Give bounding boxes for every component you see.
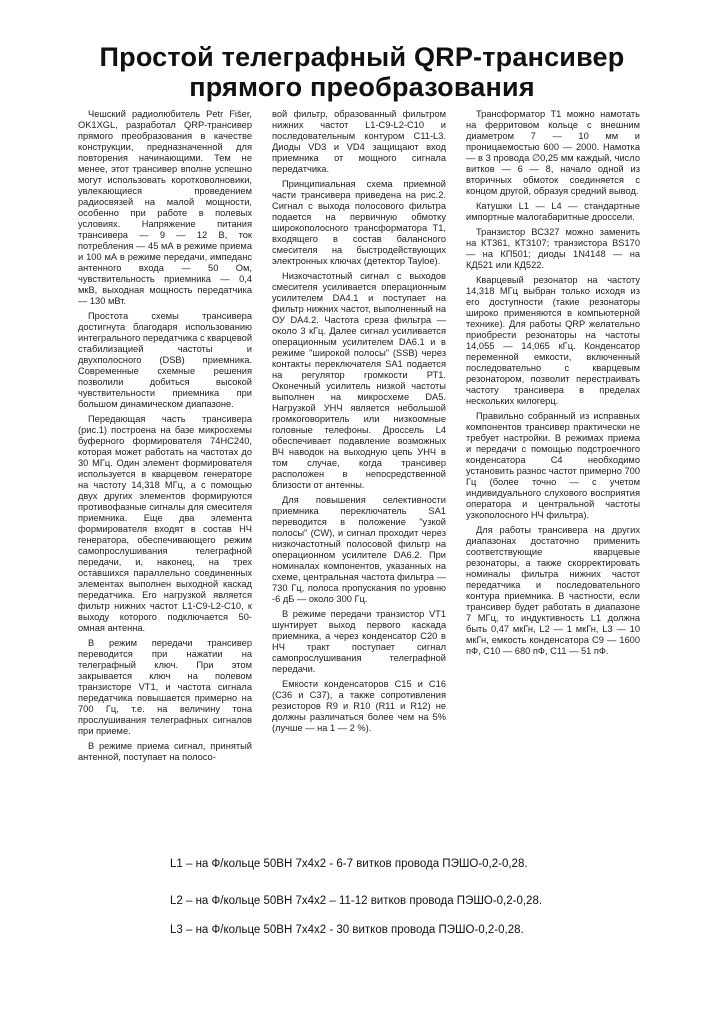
article-title	[50, 42, 674, 102]
paragraph: В режиме передачи транзистор VT1 шунтирует выход первого каскада приемника, а через конденсатор С20 в НЧ тракт поступает сигнал самопрослушивания телеграфной передачи.	[272, 609, 446, 674]
paragraph: Транзистор ВС327 можно заменить на КТ361, КТ3107; транзистора BS170 — на КП501; диоды 1N4148 — на КД521 или КД522.	[466, 227, 640, 270]
paragraph: Передающая часть трансивера (рис.1) построена на базе микросхемы буферного формирователя 74HC240, которая может работать на частотах до 30 МГц. Один элемент формирователя используется в кварцевом генераторе на частоту 14,318 МГц, а с помощью двух других элементов формируются противофазные сигналы для смесителя приемника. Еще два элемента формирователя входят в состав НЧ генератора, обеспечивающего режим самопрослушивания телеграфной передачи, и, наконец, на трех оставшихся параллельно соединенных элементах выполнен выходной каскад передатчика. Его нагрузкой является фильтр нижних частот L1-C9-L2-C10, к выходу которого подключается 50-омная антенна.	[78, 414, 252, 633]
paragraph: В режиме приема сигнал, принятый антенной, поступает на полосо-	[78, 741, 252, 762]
text-column-1	[78, 109, 252, 767]
coil-note-l3: L3 – на Ф/кольце 50ВН 7х4х2 - 30 витков провода ПЭШО-0,2-0,28.	[170, 924, 524, 936]
coil-note-l1: L1 – на Ф/кольце 50ВН 7х4х2 - 6-7 витков провода ПЭШО-0,2-0,28.	[170, 858, 528, 870]
text-column-2	[272, 109, 446, 738]
paragraph: В режим передачи трансивер переводится при нажатии на телеграфный ключ. При этом закрывается ключ на полевом транзисторе VT1, и частота сигнала передатчика повышается примерно на 700 Гц, т.е. на величину тона прослушивания телеграфных сигналов при приеме.	[78, 638, 252, 736]
paragraph: Для работы трансивера на других диапазонах достаточно применить соответствующие кварцевые резонаторы, а также скорректировать номиналы фильтра нижних частот передатчика и последовательного контура приемника. В частности, если трансивер будет работать в диапазоне 7 МГц, то индуктивность L1 должна быть 0,47 мкГн, L2 — 1 мкГн, L3 — 10 мкГн, емкость конденсатора С9 — 1600 пФ, С10 — 680 пФ, С11 — 51 пФ.	[466, 525, 640, 656]
paragraph: Катушки L1 — L4 — стандартные импортные малогабаритные дроссели.	[466, 201, 640, 222]
coil-note-l2: L2 – на Ф/кольце 50ВН 7х4х2 – 11-12 витков провода ПЭШО-0,2-0,28.	[170, 895, 543, 907]
paragraph: Принципиальная схема приемной части трансивера приведена на рис.2. Сигнал с выхода полосового фильтра подается на первичную обмотку широкополосного трансформатора Т1, входящего в состав балансного смесителя на быстродействующих электронных ключах (детектор Tayloe).	[272, 179, 446, 266]
article-title-line-1: Простой телеграфный QRP-трансивер	[99, 42, 625, 72]
paragraph: Емкости конденсаторов С15 и С16 (С36 и С37), а также сопротивления резисторов R9 и R10 (R11 и R12) не должны различаться более чем на 5% (лучше — на 1 — 2 %).	[272, 679, 446, 733]
paragraph: Низкочастотный сигнал с выходов смесителя усиливается операционным усилителем DA4.1 и поступает на фильтр нижних частот, выполненный на ОУ DA4.2. Частота среза фильтра — около 3 кГц. Далее сигнал усиливается операционным усилителем DA6.1 и в режиме "широкой полосы" (SSB) через контакты переключателя SA1 подается на регулятор громкости РТ1. Оконечный усилитель низкой частоты выполнен на микросхеме DA5. Нагрузкой УНЧ является небольшой громкоговоритель или низкоомные головные телефоны. Дроссель L4 обеспечивает подавление возможных ВЧ наводок на выходную цепь УНЧ в том случае, когда трансивер расположен в непосредственной близости от антенны.	[272, 271, 446, 490]
paragraph: Чешский радиолюбитель Petr Fišer, OK1XGL, разработал QRP-трансивер прямого преобразования в качестве конструкции, предназначенной для повторения начинающими. Тем не менее, этот трансивер вполне успешно могут использовать коротковолновики, увлекающиеся проведением радиосвязей на малой мощности, особенно при работе в полевых условиях. Напряжение питания трансивера — 9 — 12 В, ток потребления — 45 мА в режиме приема и 100 мА в режиме передачи, импеданс антенного входа — 50 Ом, чувствительность приемника — 0,4 мкВ, выходная мощность передатчика — 130 мВт.	[78, 109, 252, 306]
paragraph: Правильно собранный из исправных компонентов трансивер практически не требует настройки. В режимах приема и передачи с помощью подстроечного конденсатора С4 необходимо установить разнос частот примерно 700 Гц (более точно — с учетом индивидуального слухового восприятия оператора и центральной частоты узкополосного НЧ фильтра).	[466, 411, 640, 520]
text-column-3	[466, 109, 640, 661]
paragraph: Трансформатор Т1 можно намотать на ферритовом кольце с внешним диаметром 7 — 10 мм и проницаемостью 600 — 2000. Намотка — в 3 провода ∅0,25 мм каждый, число витков — 6 — 8, начало одной из вторичных обмоток соединяется с концом другой, образуя средний вывод.	[466, 109, 640, 196]
paragraph: Простота схемы трансивера достигнута благодаря использованию интегрального передатчика с кварцевой стабилизацией частоты и двухполосного (DSB) приемника. Современные схемные решения позволили добиться высокой чувствительности приемника при большом динамическом диапазоне.	[78, 311, 253, 409]
article-title-line-2: прямого преобразования	[189, 72, 535, 102]
paragraph: Кварцевый резонатор на частоту 14,318 МГц выбран только исходя из его доступности (такие резонаторы широко применяются в компьютерной технике). Для работы QRP желательно приобрести резонаторы на частоты 14,055 — 14,065 кГц. Конденсатор переменной емкости, включенный последовательно с кварцевым резонатором, позволит перестраивать частоту трансивера в пределах нескольких килогерц.	[466, 275, 640, 406]
paragraph: вой фильтр, образованный фильтром нижних частот L1-C9-L2-C10 и последовательным контуром С11-L3. Диоды VD3 и VD4 защищают вход приемника от мощного сигнала передатчика.	[272, 109, 446, 174]
paragraph: Для повышения селективности приемника переключатель SA1 переводится в положение "узкой полосы" (CW), и сигнал проходит через низкочастотный полосовой фильтр на операционном усилителе DA6.2. При номиналах компонентов, указанных на схеме, центральная частота фильтра — 730 Гц, полоса пропускания по уровню -6 дБ — около 300 Гц.	[272, 495, 446, 604]
